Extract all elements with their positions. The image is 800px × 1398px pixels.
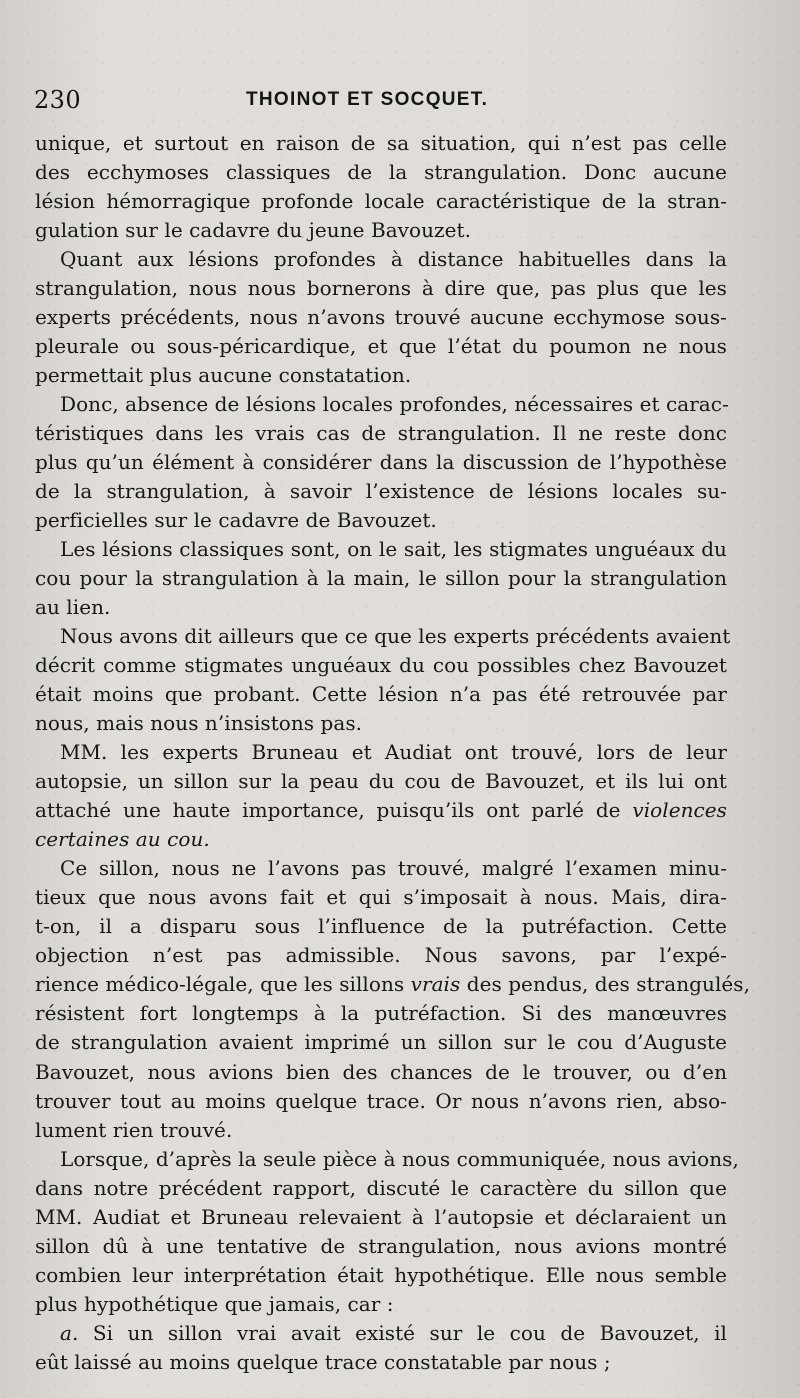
- text-line: de la strangulation, à savoir l’existence de lésions locales su-: [35, 479, 727, 504]
- text-line-with-italic: [35, 796, 727, 825]
- text-line: t-on, il a disparu sous l’influence de la putréfaction. Cette: [35, 914, 727, 939]
- paragraph-start-line: Quant aux lésions profondes à distance habituelles dans la: [60, 247, 727, 272]
- paragraph-start-line: MM. les experts Bruneau et Audiat ont trouvé, lors de leur: [60, 740, 727, 765]
- list-marker: a.: [60, 1320, 79, 1345]
- list-item-line: [35, 1319, 727, 1348]
- page-header: [34, 86, 734, 120]
- text-line: eût laissé au moins quelque trace constatable par nous ;: [35, 1349, 611, 1374]
- page-number: 230: [34, 86, 82, 114]
- text-line: téristiques dans les vrais cas de strangulation. Il ne reste donc: [35, 421, 727, 446]
- text-line: sillon dû à une tentative de strangulation, nous avions montré: [35, 1233, 727, 1258]
- text-line: résistent fort longtemps à la putréfaction. Si des manœuvres: [35, 1001, 727, 1026]
- text-segment: rience médico-légale, que les sillons: [35, 972, 405, 997]
- italic-text: vrais: [410, 972, 461, 997]
- running-head: THOINOT ET SOCQUET.: [246, 89, 489, 110]
- text-line: combien leur interprétation était hypothétique. Elle nous semble: [35, 1262, 727, 1287]
- paragraph-start-line: Donc, absence de lésions locales profondes, nécessaires et carac-: [60, 392, 729, 417]
- text-line: nous, mais nous n’insistons pas.: [35, 711, 363, 736]
- text-line-with-italic: [35, 970, 751, 999]
- paragraph-start-line: Les lésions classiques sont, on le sait, les stigmates unguéaux du: [60, 537, 727, 562]
- text-line: MM. Audiat et Bruneau relevaient à l’autopsie et déclaraient un: [35, 1204, 727, 1229]
- text-line: objection n’est pas admissible. Nous savons, par l’expé-: [35, 943, 727, 968]
- text-segment: des pendus, des strangulés,: [466, 972, 751, 997]
- text-line: autopsie, un sillon sur la peau du cou de Bavouzet, et ils lui ont: [35, 769, 727, 794]
- paragraph-start-line: Ce sillon, nous ne l’avons pas trouvé, malgré l’examen minu-: [60, 856, 727, 881]
- text-line: tieux que nous avons fait et qui s’imposait à nous. Mais, dira-: [35, 885, 727, 910]
- italic-text: violences: [632, 798, 727, 823]
- text-line: dans notre précédent rapport, discuté le caractère du sillon que: [35, 1175, 727, 1200]
- italic-text: certaines au cou.: [35, 827, 210, 852]
- text-line: Bavouzet, nous avions bien des chances de le trouver, ou d’en: [35, 1059, 727, 1084]
- text-line: perficielles sur le cadavre de Bavouzet.: [35, 508, 437, 533]
- text-line: au lien.: [35, 595, 111, 620]
- text-line: lument rien trouvé.: [35, 1117, 233, 1142]
- text-line: cou pour la strangulation à la main, le sillon pour la strangulation: [35, 566, 727, 591]
- text-line: unique, et surtout en raison de sa situation, qui n’est pas celle: [35, 131, 727, 155]
- text-segment: Si un sillon vrai avait existé sur le cou de Bavouzet, il: [92, 1320, 727, 1345]
- paragraph-start-line: Lorsque, d’après la seule pièce à nous communiquée, nous avions,: [60, 1146, 739, 1171]
- text-line: gulation sur le cadavre du jeune Bavouzet.: [35, 218, 472, 243]
- text-line: pleurale ou sous-péricardique, et que l’état du poumon ne nous: [35, 334, 727, 359]
- text-line: décrit comme stigmates unguéaux du cou possibles chez Bavouzet: [35, 653, 727, 678]
- text-line: trouver tout au moins quelque trace. Or nous n’avons rien, abso-: [35, 1088, 727, 1113]
- text-line: plus hypothétique que jamais, car :: [35, 1291, 394, 1316]
- text-line: experts précédents, nous n’avons trouvé aucune ecchymose sous-: [35, 305, 727, 330]
- text-line: lésion hémorragique profonde locale caractéristique de la stran-: [35, 189, 727, 214]
- body-text: [35, 129, 751, 1377]
- italic-text-line: [35, 825, 727, 854]
- paragraph-start-line: Nous avons dit ailleurs que ce que les experts précédents avaient: [60, 624, 731, 649]
- text-line: plus qu’un élément à considérer dans la discussion de l’hypothèse: [35, 450, 727, 475]
- text-line: des ecchymoses classiques de la strangulation. Donc aucune: [35, 160, 727, 185]
- text-line: de strangulation avaient imprimé un sillon sur le cou d’Auguste: [35, 1030, 727, 1055]
- text-line: permettait plus aucune constatation.: [35, 363, 412, 388]
- text-line: était moins que probant. Cette lésion n’a pas été retrouvée par: [35, 682, 727, 707]
- text-line: strangulation, nous nous bornerons à dire que, pas plus que les: [35, 276, 727, 301]
- text-segment: attaché une haute importance, puisqu’ils ont parlé de: [35, 798, 621, 823]
